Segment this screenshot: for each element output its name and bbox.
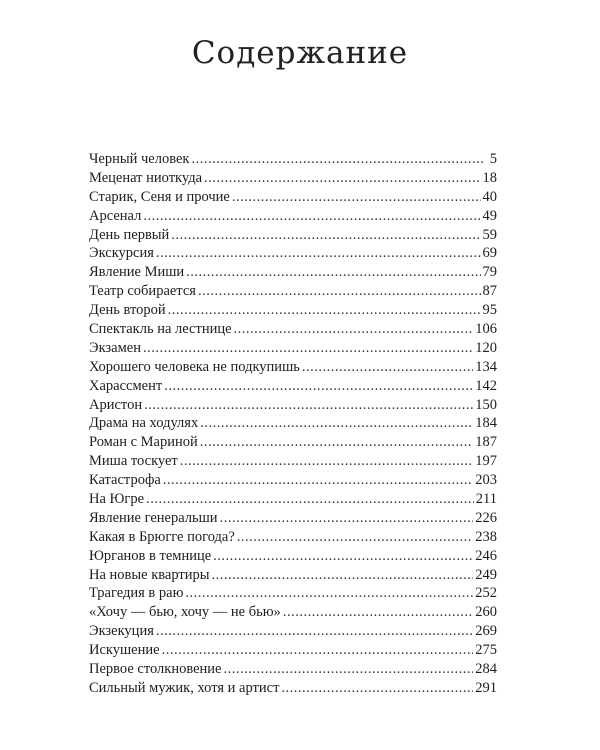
toc-entry-page-number: 120 (475, 339, 497, 356)
toc-entry (89, 509, 497, 528)
toc-entry-title: Катастрофа (89, 472, 161, 489)
dot-leader (156, 622, 473, 641)
toc-entry-page-number: 69 (482, 245, 497, 262)
table-of-contents (89, 150, 497, 698)
dot-leader (168, 301, 481, 320)
toc-entry-title: Харассмент (89, 377, 163, 394)
toc-entry-title: «Хочу — бью, хочу — не бью» (89, 604, 281, 621)
toc-entry-page-number: 142 (475, 377, 497, 394)
dot-leader (163, 471, 473, 490)
dot-leader (232, 188, 481, 207)
toc-entry-page-number: 150 (475, 396, 497, 413)
toc-entry-title: Хорошего человека не подкупишь (89, 358, 300, 375)
toc-entry-page-number: 87 (482, 283, 497, 300)
toc-entry-title: Экскурсия (89, 245, 154, 262)
toc-entry-title: Трагедия в раю (89, 585, 184, 602)
toc-entry (89, 490, 497, 509)
toc-entry (89, 603, 497, 622)
dot-leader (198, 282, 481, 301)
dot-leader (191, 150, 485, 169)
toc-entry (89, 377, 497, 396)
toc-entry-title: Драма на ходулях (89, 415, 199, 432)
toc-entry (89, 566, 497, 585)
dot-leader (171, 226, 480, 245)
toc-entry-title: Явление Миши (89, 264, 185, 281)
toc-entry-page-number: 106 (475, 321, 497, 338)
dot-leader (186, 263, 480, 282)
toc-entry (89, 150, 497, 169)
dot-leader (156, 244, 481, 263)
toc-entry (89, 547, 497, 566)
toc-entry-title: Черный человек (89, 151, 190, 167)
dot-leader (302, 358, 473, 377)
toc-entry-title: Сильный мужик, хотя и артист (89, 679, 280, 696)
toc-entry-title: Какая в Брюгге погода? (89, 528, 235, 545)
dot-leader (164, 377, 473, 396)
toc-entry-page-number: 226 (475, 509, 497, 526)
toc-entry (89, 226, 497, 245)
toc-entry-page-number: 59 (482, 226, 497, 243)
toc-entry-page-number: 275 (475, 642, 497, 659)
dot-leader (143, 339, 473, 358)
dot-leader (180, 452, 474, 471)
toc-entry (89, 471, 497, 490)
toc-entry-page-number: 197 (475, 453, 497, 470)
toc-entry-title: День второй (89, 302, 166, 319)
toc-entry (89, 396, 497, 415)
toc-entry (89, 169, 497, 188)
toc-entry-page-number: 246 (475, 547, 497, 564)
dot-leader (213, 547, 473, 566)
page-title: Содержание (191, 35, 409, 71)
toc-entry (89, 528, 497, 547)
toc-entry (89, 641, 497, 660)
toc-entry (89, 358, 497, 377)
dot-leader (237, 528, 473, 547)
toc-entry-title: Арсенал (89, 207, 142, 224)
toc-entry (89, 207, 497, 226)
toc-entry-title: Меценат ниоткуда (89, 169, 203, 186)
toc-entry-page-number: 49 (482, 207, 497, 224)
toc-entry-page-number: 40 (482, 188, 497, 205)
toc-entry-page-number: 5 (489, 151, 497, 167)
toc-entry-title: День первый (89, 226, 170, 243)
toc-entry-title: Первое столкновение (89, 661, 222, 678)
dot-leader (234, 320, 474, 339)
toc-entry-page-number: 79 (482, 264, 497, 281)
dot-leader (146, 490, 474, 509)
toc-entry-page-number: 95 (482, 302, 497, 319)
dot-leader (204, 169, 480, 188)
toc-entry-title: Миша тоскует (89, 453, 178, 470)
toc-entry-page-number: 134 (475, 358, 497, 375)
dot-leader (281, 679, 473, 698)
toc-entry-page-number: 184 (475, 415, 497, 432)
toc-entry-page-number: 238 (475, 528, 497, 545)
toc-entry-page-number: 187 (475, 434, 497, 451)
toc-entry-page-number: 211 (475, 491, 497, 508)
toc-entry-page-number: 291 (475, 679, 497, 696)
toc-entry-title: На Югре (89, 491, 145, 508)
toc-entry-page-number: 260 (475, 604, 497, 621)
toc-entry (89, 301, 497, 320)
toc-entry (89, 263, 497, 282)
toc-entry (89, 282, 497, 301)
toc-entry (89, 679, 497, 698)
toc-entry-page-number: 252 (475, 585, 497, 602)
toc-entry-title: Спектакль на лестнице (89, 321, 232, 338)
dot-leader (185, 584, 473, 603)
toc-entry (89, 622, 497, 641)
toc-entry-title: Аристон (89, 396, 143, 413)
toc-entry-title: Роман с Мариной (89, 434, 198, 451)
dot-leader (200, 414, 473, 433)
dot-leader (283, 603, 473, 622)
toc-entry-title: Явление генеральши (89, 509, 218, 526)
toc-entry-title: Искушение (89, 642, 160, 659)
toc-entry (89, 244, 497, 263)
toc-entry-page-number: 249 (475, 566, 497, 583)
dot-leader (211, 566, 473, 585)
toc-entry-title: Юрганов в темнице (89, 547, 212, 564)
toc-entry (89, 433, 497, 452)
toc-entry (89, 339, 497, 358)
toc-entry-title: Театр собирается (89, 283, 196, 300)
toc-entry-page-number: 269 (475, 623, 497, 640)
toc-entry (89, 584, 497, 603)
dot-leader (144, 396, 473, 415)
toc-entry-title: Экзамен (89, 339, 141, 356)
dot-leader (143, 207, 480, 226)
dot-leader (220, 509, 474, 528)
dot-leader (223, 660, 473, 679)
toc-entry (89, 320, 497, 339)
toc-entry-page-number: 18 (482, 169, 497, 186)
toc-entry (89, 188, 497, 207)
toc-entry-title: Экзекуция (89, 623, 154, 640)
toc-entry-page-number: 203 (475, 472, 497, 489)
dot-leader (200, 433, 474, 452)
toc-entry-title: Старик, Сеня и прочие (89, 188, 230, 205)
toc-entry (89, 452, 497, 471)
toc-entry (89, 660, 497, 679)
toc-entry-page-number: 284 (475, 661, 497, 678)
toc-entry-title: На новые квартиры (89, 566, 210, 583)
toc-entry (89, 414, 497, 433)
dot-leader (162, 641, 474, 660)
